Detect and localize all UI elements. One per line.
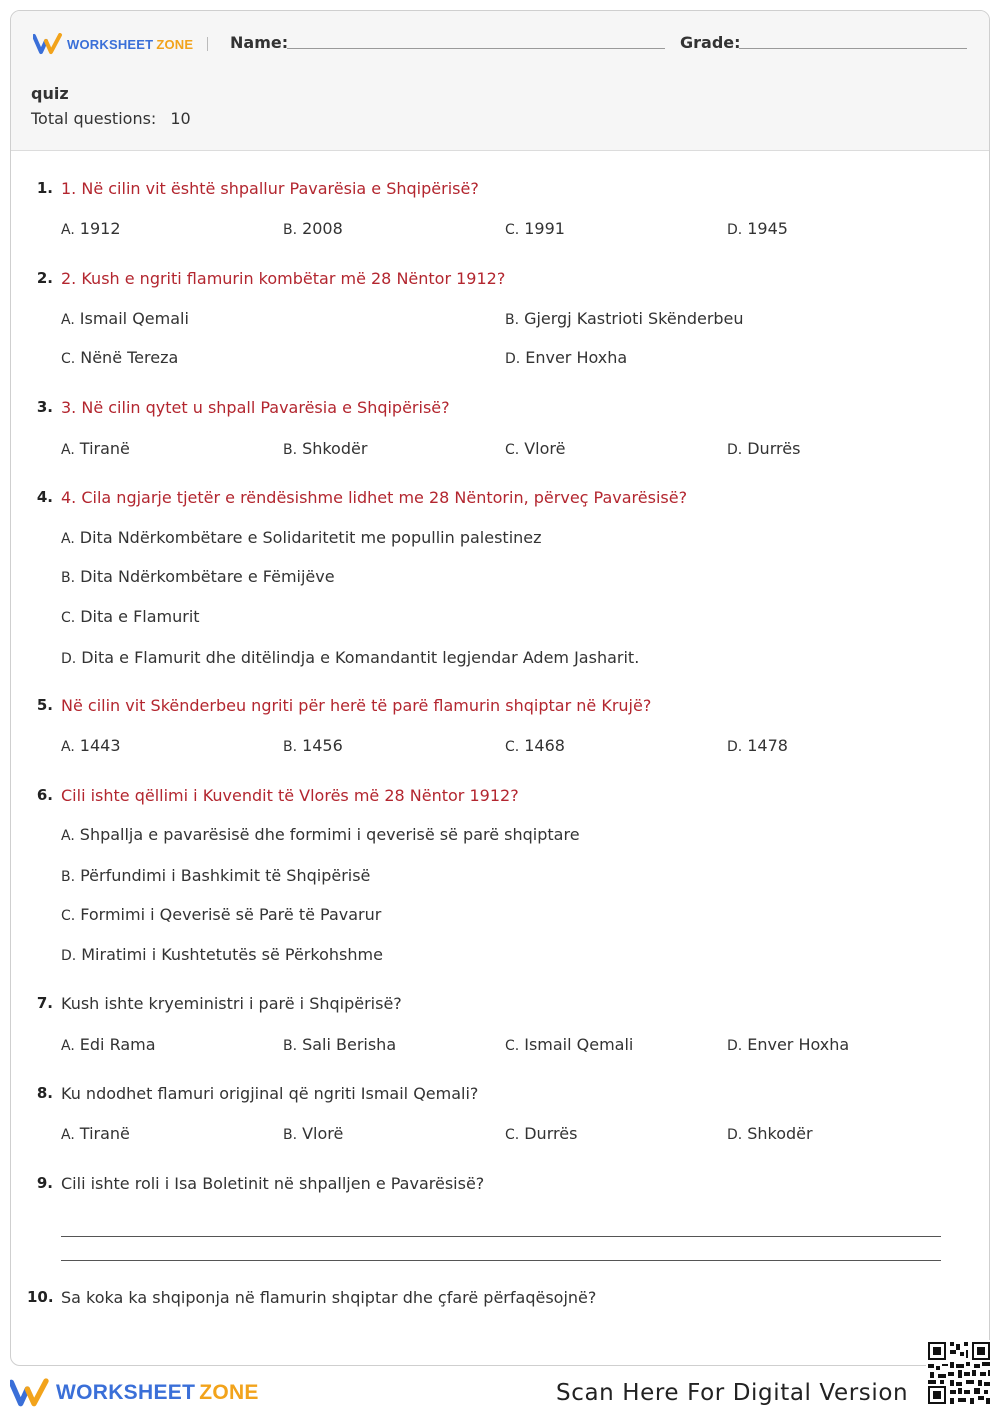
header-brand bbox=[33, 31, 208, 57]
option-a[interactable]: A. Shpallja e pavarësisë dhe formimi i qeverisë së parë shqiptare bbox=[61, 825, 580, 844]
option-a[interactable]: A. 1443 bbox=[61, 736, 121, 755]
question-number: 10. bbox=[27, 1288, 54, 1306]
answer-line[interactable] bbox=[61, 1260, 941, 1261]
option-c[interactable]: C. Ismail Qemali bbox=[505, 1035, 634, 1054]
total-questions-value: 10 bbox=[170, 109, 191, 128]
option-b[interactable]: B. Përfundimi i Bashkimit të Shqipërisë bbox=[61, 866, 371, 885]
option-b[interactable]: B. Shkodër bbox=[283, 439, 368, 458]
brand-divider bbox=[207, 37, 208, 51]
brand-wordmark: WORKSHEET ZONE bbox=[67, 36, 194, 52]
question-text: 3. Në cilin qytet u shpall Pavarësia e Shqipërisë? bbox=[61, 398, 450, 417]
worksheet-header bbox=[11, 11, 989, 151]
option-c[interactable]: C. Dita e Flamurit bbox=[61, 607, 200, 626]
qr-code-icon[interactable] bbox=[926, 1340, 992, 1406]
question-number: 9. bbox=[36, 1174, 53, 1192]
option-c[interactable]: C. Formimi i Qeverisë së Parë të Pavarur bbox=[61, 905, 382, 924]
name-label: Name: bbox=[230, 33, 289, 52]
question-number: 7. bbox=[36, 994, 53, 1012]
option-b[interactable]: B. Dita Ndërkombëtare e Fëmijëve bbox=[61, 567, 335, 586]
option-d[interactable]: D. Durrës bbox=[727, 439, 801, 458]
option-a[interactable]: A. Tiranë bbox=[61, 1124, 130, 1143]
option-c[interactable]: C. 1991 bbox=[505, 219, 565, 238]
question-number: 3. bbox=[36, 398, 53, 416]
footer-brand-wordmark: WORKSHEET ZONE bbox=[56, 1381, 259, 1404]
question-number: 1. bbox=[36, 179, 53, 197]
option-a[interactable]: A. Ismail Qemali bbox=[61, 309, 189, 328]
option-d[interactable]: D. Enver Hoxha bbox=[727, 1035, 850, 1054]
option-d[interactable]: D. Enver Hoxha bbox=[505, 348, 628, 367]
worksheet-zone-logo-icon bbox=[33, 33, 63, 55]
option-d[interactable]: D. Miratimi i Kushtetutës së Përkohshme bbox=[61, 945, 383, 964]
option-b[interactable]: B. Vlorë bbox=[283, 1124, 344, 1143]
answer-line[interactable] bbox=[61, 1236, 941, 1237]
worksheet-zone-logo-icon bbox=[10, 1378, 50, 1408]
total-questions-row bbox=[31, 109, 191, 128]
option-d[interactable]: D. Dita e Flamurit dhe ditëlindja e Komandantit legjendar Adem Jasharit. bbox=[61, 648, 640, 667]
question-text: Cili ishte roli i Isa Boletinit në shpalljen e Pavarësisë? bbox=[61, 1174, 485, 1193]
option-b[interactable]: B. 1456 bbox=[283, 736, 343, 755]
question-text: Ku ndodhet flamuri origjinal që ngriti Ismail Qemali? bbox=[61, 1084, 479, 1103]
option-a[interactable]: A. Edi Rama bbox=[61, 1035, 156, 1054]
grade-label: Grade: bbox=[680, 33, 741, 52]
question-text: Në cilin vit Skënderbeu ngriti për herë të parë flamurin shqiptar në Krujë? bbox=[61, 696, 652, 715]
option-c[interactable]: C. 1468 bbox=[505, 736, 565, 755]
total-questions-label: Total questions: bbox=[31, 109, 157, 128]
quiz-title: quiz bbox=[31, 84, 69, 103]
scan-here-text: Scan Here For Digital Version bbox=[556, 1380, 909, 1406]
option-b[interactable]: B. Gjergj Kastrioti Skënderbeu bbox=[505, 309, 744, 328]
option-a[interactable]: A. Tiranë bbox=[61, 439, 130, 458]
option-b[interactable]: B. Sali Berisha bbox=[283, 1035, 397, 1054]
option-d[interactable]: D. Shkodër bbox=[727, 1124, 813, 1143]
question-text: 4. Cila ngjarje tjetër e rëndësishme lidhet me 28 Nëntorin, përveç Pavarësisë? bbox=[61, 488, 688, 507]
question-text: Sa koka ka shqiponja në flamurin shqiptar dhe çfarë përfaqësojnë? bbox=[61, 1288, 597, 1307]
name-field-line[interactable] bbox=[287, 48, 665, 49]
option-d[interactable]: D. 1945 bbox=[727, 219, 788, 238]
question-number: 2. bbox=[36, 269, 53, 287]
option-a[interactable]: A. 1912 bbox=[61, 219, 121, 238]
question-text: Cili ishte qëllimi i Kuvendit të Vlorës më 28 Nëntor 1912? bbox=[61, 786, 519, 805]
option-c[interactable]: C. Nënë Tereza bbox=[61, 348, 179, 367]
question-number: 6. bbox=[36, 786, 53, 804]
footer-brand bbox=[10, 1376, 259, 1410]
question-number: 8. bbox=[36, 1084, 53, 1102]
question-number: 5. bbox=[36, 696, 53, 714]
option-c[interactable]: C. Durrës bbox=[505, 1124, 578, 1143]
option-d[interactable]: D. 1478 bbox=[727, 736, 788, 755]
worksheet-sheet bbox=[10, 10, 990, 1366]
option-c[interactable]: C. Vlorë bbox=[505, 439, 566, 458]
question-text: Kush ishte kryeministri i parë i Shqipërisë? bbox=[61, 994, 402, 1013]
question-text: 2. Kush e ngriti flamurin kombëtar më 28 Nëntor 1912? bbox=[61, 269, 506, 288]
option-a[interactable]: A. Dita Ndërkombëtare e Solidaritetit me popullin palestinez bbox=[61, 528, 542, 547]
grade-field-line[interactable] bbox=[739, 48, 967, 49]
question-text: 1. Në cilin vit është shpallur Pavarësia e Shqipërisë? bbox=[61, 179, 479, 198]
option-b[interactable]: B. 2008 bbox=[283, 219, 343, 238]
question-number: 4. bbox=[36, 488, 53, 506]
